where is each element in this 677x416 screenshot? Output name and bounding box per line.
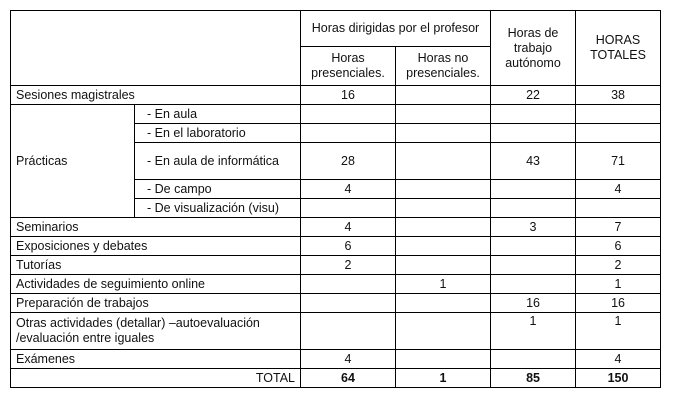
cell-autonomous [491, 105, 576, 124]
row-sublabel: - En el laboratorio [135, 124, 301, 143]
table-row [11, 275, 661, 294]
cell-non-presential [396, 180, 491, 199]
cell-autonomous [491, 350, 576, 369]
cell-presential [301, 294, 396, 313]
cell-presential [301, 313, 396, 350]
cell-presential [301, 105, 396, 124]
row-sublabel: - De campo [135, 180, 301, 199]
row-label: Preparación de trabajos [11, 294, 301, 313]
cell-total [576, 105, 661, 124]
cell-total: 4 [576, 350, 661, 369]
row-label: Exámenes [11, 350, 301, 369]
cell-autonomous [491, 275, 576, 294]
cell-non-presential [396, 105, 491, 124]
cell-total [576, 124, 661, 143]
row-label: Actividades de seguimiento online [11, 275, 301, 294]
cell-total: 1 [576, 275, 661, 294]
hours-table [10, 10, 661, 388]
cell-total: 2 [576, 256, 661, 275]
table-row [11, 218, 661, 237]
cell-presential: 4 [301, 350, 396, 369]
row-label: Seminarios [11, 218, 301, 237]
header-row-1 [11, 11, 661, 47]
header-total-hours: HORAS TOTALES [576, 11, 661, 86]
cell-presential: 4 [301, 180, 396, 199]
cell-autonomous: 22 [491, 86, 576, 105]
table-row [11, 256, 661, 275]
cell-presential: 16 [301, 86, 396, 105]
total-total: 150 [576, 369, 661, 388]
cell-non-presential [396, 294, 491, 313]
cell-presential: 6 [301, 237, 396, 256]
row-sublabel: - En aula [135, 105, 301, 124]
cell-presential [301, 199, 396, 218]
header-directed-hours: Horas dirigidas por el profesor [301, 11, 491, 47]
header-empty-cell [11, 11, 301, 86]
cell-non-presential [396, 124, 491, 143]
total-row [11, 369, 661, 388]
total-non-presential: 1 [396, 369, 491, 388]
cell-non-presential [396, 237, 491, 256]
cell-non-presential [396, 143, 491, 180]
row-sublabel: - De visualización (visu) [135, 199, 301, 218]
cell-presential: 4 [301, 218, 396, 237]
cell-total [576, 199, 661, 218]
cell-autonomous [491, 180, 576, 199]
cell-autonomous: 16 [491, 294, 576, 313]
cell-non-presential [396, 199, 491, 218]
cell-total: 16 [576, 294, 661, 313]
table-row [11, 105, 661, 124]
cell-autonomous [491, 124, 576, 143]
cell-non-presential [396, 86, 491, 105]
cell-autonomous [491, 256, 576, 275]
cell-presential [301, 275, 396, 294]
cell-total: 7 [576, 218, 661, 237]
total-label: TOTAL [11, 369, 301, 388]
cell-non-presential: 1 [396, 275, 491, 294]
cell-autonomous: 1 [491, 313, 576, 350]
row-label: Tutorías [11, 256, 301, 275]
practicas-label: Prácticas [11, 105, 135, 218]
cell-non-presential [396, 256, 491, 275]
cell-non-presential [396, 350, 491, 369]
table-row [11, 350, 661, 369]
cell-autonomous [491, 199, 576, 218]
cell-total: 6 [576, 237, 661, 256]
row-label: Otras actividades (detallar) –autoevaluación /evaluación entre iguales [11, 313, 301, 350]
cell-presential: 28 [301, 143, 396, 180]
cell-autonomous: 43 [491, 143, 576, 180]
cell-presential: 2 [301, 256, 396, 275]
cell-autonomous: 3 [491, 218, 576, 237]
header-presential: Horas presenciales. [301, 47, 396, 86]
table-row [11, 294, 661, 313]
total-autonomous: 85 [491, 369, 576, 388]
cell-total: 1 [576, 313, 661, 350]
row-sublabel: - En aula de informática [135, 143, 301, 180]
cell-non-presential [396, 218, 491, 237]
total-presential: 64 [301, 369, 396, 388]
row-label: Sesiones magistrales [11, 86, 301, 105]
cell-total: 4 [576, 180, 661, 199]
table-row [11, 86, 661, 105]
row-label: Exposiciones y debates [11, 237, 301, 256]
cell-total: 38 [576, 86, 661, 105]
cell-total: 71 [576, 143, 661, 180]
table-row [11, 237, 661, 256]
table-row [11, 313, 661, 350]
cell-non-presential [396, 313, 491, 350]
cell-autonomous [491, 237, 576, 256]
cell-presential [301, 124, 396, 143]
header-autonomous-hours: Horas de trabajo autónomo [491, 11, 576, 86]
header-non-presential: Horas no presenciales. [396, 47, 491, 86]
